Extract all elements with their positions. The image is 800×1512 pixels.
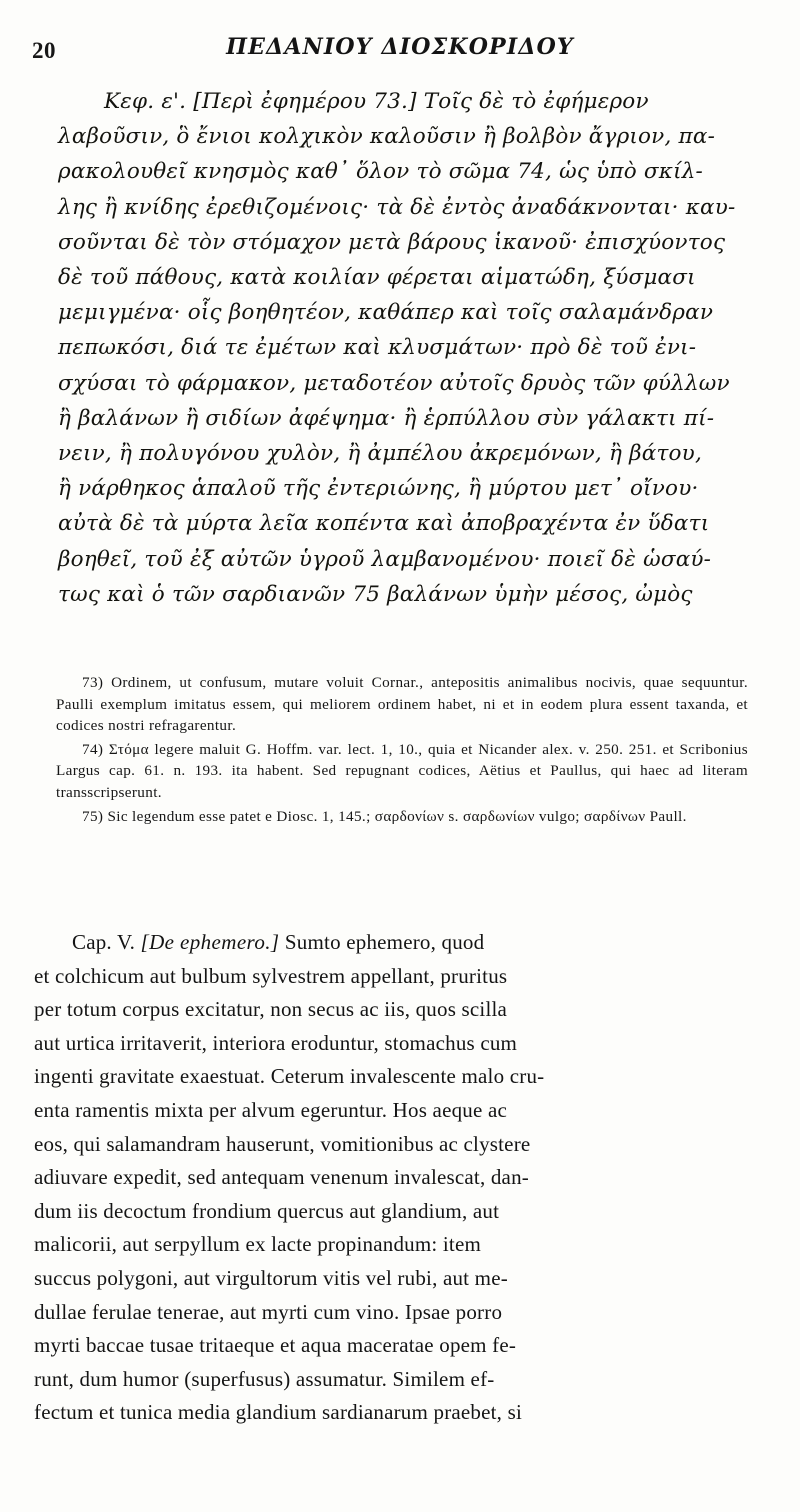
latin-line: malicorii, aut serpyllum ex lacte propinandum: item <box>34 1232 481 1257</box>
page-header <box>0 34 800 68</box>
latin-line: adiuvare expedit, sed antequam venenum invalescat, dan- <box>34 1165 529 1190</box>
footnote-text: Sic legendum esse patet e Diosc. 1, 145.; σαρδονίων s. σαρδωνίων vulgo; σαρδίνων Paull. <box>107 807 687 825</box>
chapter-label: Cap. V. <box>72 930 136 954</box>
latin-line: per totum corpus excitatur, non secus ac iis, quos scilla <box>34 997 508 1022</box>
footnote-item <box>56 739 748 804</box>
latin-line: et colchicum aut bulbum sylvestrem appellant, pruritus <box>34 963 508 988</box>
footnote-number: 75) <box>82 807 104 825</box>
latin-line: dullae ferulae tenerae, aut myrti cum vino. Ipsae porro <box>34 1299 503 1324</box>
greek-line: μεμιγμένα· οἷς βοηθητέον, καθάπερ καὶ τοῖς σαλαμάνδραν <box>58 300 714 326</box>
running-title: ΠΕΔΑΝΙΟΥ ΔΙΟΣΚΟΡΙΔΟΥ <box>226 34 574 60</box>
latin-translation-block <box>34 926 764 1430</box>
greek-line: σχύσαι τὸ φάρμακον, μεταδοτέον αὐτοῖς δρυὸς τῶν φύλλων <box>58 370 730 396</box>
greek-line: νειν, ἢ πολυγόνου χυλὸν, ἢ ἀμπέλου ἀκρεμόνων, ἢ βάτου, <box>58 441 702 467</box>
chapter-title: [De ephemero.] <box>140 930 280 954</box>
greek-line: ἢ βαλάνων ἢ σιδίων ἀφέψημα· ἢ ἑρπύλλου σὺν γάλακτι πί- <box>58 405 715 431</box>
greek-line: λης ἢ κνίδης ἐρεθιζομένοις· τὰ δὲ ἐντὸς ἀναδάκνονται· καυ- <box>58 194 736 220</box>
greek-text-block <box>58 84 748 612</box>
latin-line: dum iis decoctum frondium quercus aut glandium, aut <box>34 1198 500 1223</box>
latin-line: Sumto ephemero, quod <box>284 930 485 954</box>
greek-line: πεπωκόσι, διά τε ἐμέτων καὶ κλυσμάτων· πρὸ δὲ τοῦ ἐνι- <box>58 335 697 361</box>
latin-line: succus polygoni, aut virgultorum vitis vel rubi, aut me- <box>34 1265 508 1290</box>
greek-line: σοῦνται δὲ τὸν στόμαχον μετὰ βάρους ἱκανοῦ· ἐπισχύοντος <box>58 229 726 255</box>
footnote-number: 73) <box>82 674 104 691</box>
greek-line: ρακολουθεῖ κνησμὸς καθ᾽ ὅλον τὸ σῶμα 74, ὡς ὑπὸ σκίλ- <box>58 159 703 185</box>
footnote-text: Στόμα legere maluit G. Hoffm. var. lect. 1, 10., quia et Nicander alex. v. 250. 251. et Scribonius Largus cap. 61. n. 193. ita habent. Sed repugnant codices, Aëtius et Paullus, qui haec ad literam transscripserunt. <box>56 740 748 801</box>
latin-line: enta ramentis mixta per alvum egeruntur. Hos aeque ac <box>34 1097 508 1122</box>
greek-line: ἢ νάρθηκος ἁπαλοῦ τῆς ἐντεριώνης, ἢ μύρτου μετ᾽ οἴνου· <box>58 476 699 502</box>
footnote-number: 74) <box>82 740 104 758</box>
chapter-heading <box>34 926 764 960</box>
latin-line: aut urtica irritaverit, interiora eroduntur, stomachus cum <box>34 1030 518 1055</box>
footnote-text: Ordinem, ut confusum, mutare voluit Cornar., antepositis animalibus nocivis, quae sequuntur. Paulli exemplum imitatus essem, qui meliorem ordinem habet, ni et in eodem plura essent taxanda, et codices nostri refragarentur. <box>56 674 748 735</box>
footnote-item <box>56 672 748 737</box>
footnote-item <box>56 806 748 828</box>
latin-line: runt, dum humor (superfusus) assumatur. Similem ef- <box>34 1366 495 1391</box>
footnotes-block <box>56 672 748 829</box>
greek-line: αὐτὰ δὲ τὰ μύρτα λεῖα κοπέντα καὶ ἀποβραχέντα ἐν ὕδατι <box>58 511 710 537</box>
page-number: 20 <box>32 38 56 63</box>
greek-line: Κεφ. ε'. [Περὶ ἐφημέρου 73.] Τοῖς δὲ τὸ ἐφήμερον <box>104 89 649 114</box>
greek-line: λαβοῦσιν, ὃ ἔνιοι κολχικὸν καλοῦσιν ἢ βολβὸν ἄγριον, πα- <box>58 124 716 150</box>
latin-line: eos, qui salamandram hauserunt, vomitionibus ac clystere <box>34 1131 531 1156</box>
greek-line: τως καὶ ὁ τῶν σαρδιανῶν 75 βαλάνων ὑμὴν μέσος, ὠμὸς <box>58 581 693 607</box>
greek-line: βοηθεῖ, τοῦ ἐξ αὐτῶν ὑγροῦ λαμβανομένου· ποιεῖ δὲ ὡσαύ- <box>58 546 712 572</box>
latin-line: fectum et tunica media glandium sardianarum praebet, si <box>34 1400 522 1425</box>
greek-line: δὲ τοῦ πάθους, κατὰ κοιλίαν φέρεται αἱματώδη, ξύσμασι <box>58 265 696 291</box>
latin-line: ingenti gravitate exaestuat. Ceterum invalescente malo cru- <box>34 1064 545 1089</box>
latin-line: myrti baccae tusae tritaeque et aqua maceratae opem fe- <box>34 1333 517 1358</box>
